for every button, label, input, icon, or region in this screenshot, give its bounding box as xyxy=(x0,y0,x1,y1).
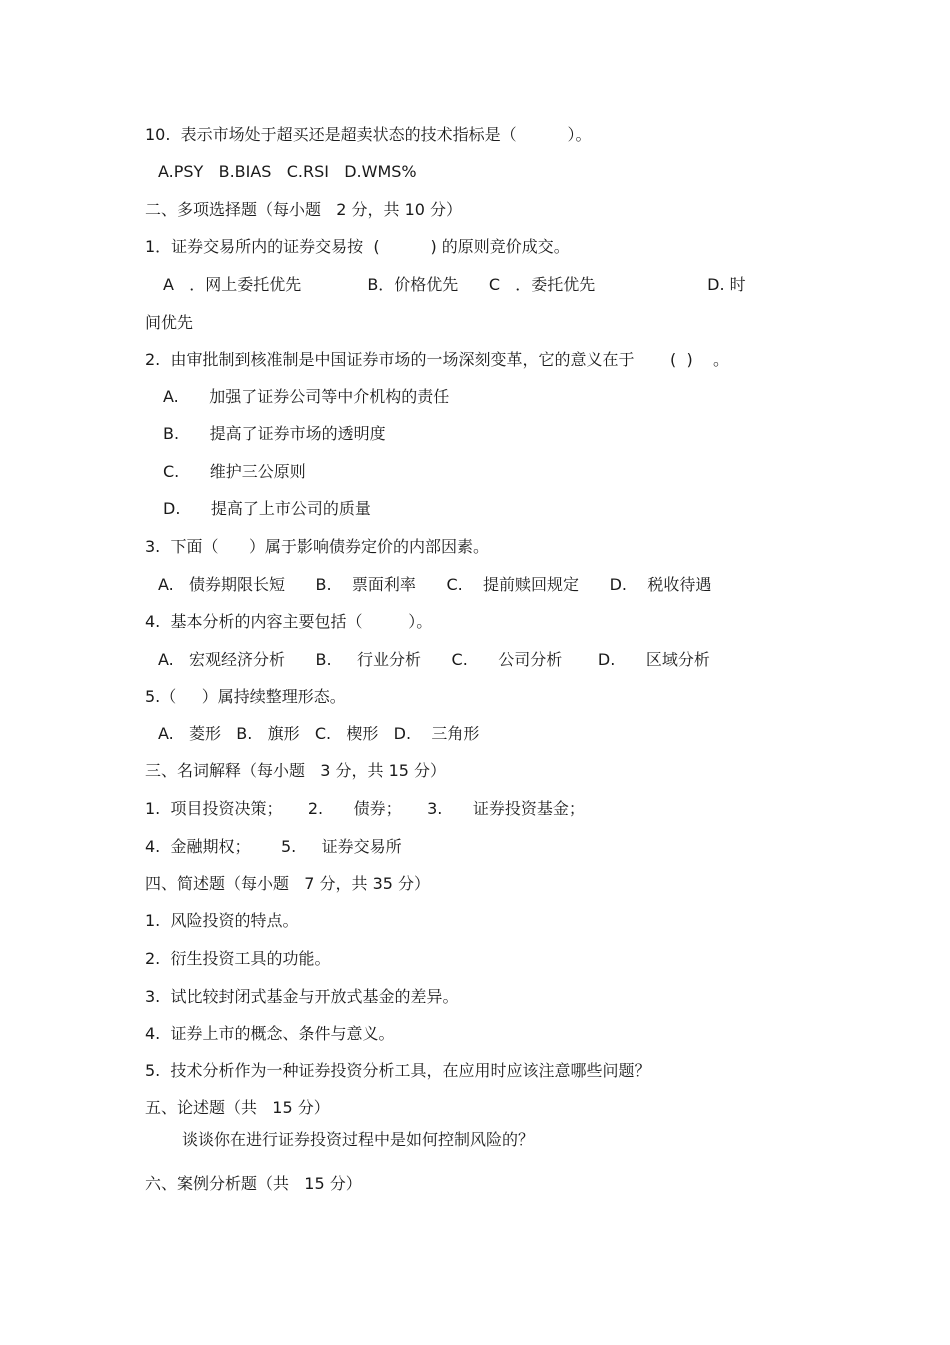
question-10-options: A.PSY B.BIAS C.RSI D.WMS% xyxy=(158,162,417,181)
mc-question-5-options: A. 菱形 B. 旗形 C. 楔形 D. 三角形 xyxy=(158,724,480,743)
short-answer-5: 5. 技术分析作为一种证券投资分析工具，在应用时应该注意哪些问题？ xyxy=(145,1061,651,1080)
mc-question-1-options: A ．网上委托优先 B．价格优先 C ．委托优先 D. 时 xyxy=(163,275,746,294)
short-answer-3: 3. 试比较封闭式基金与开放式基金的差异。 xyxy=(145,987,459,1006)
mc-question-1-options-cont: 间优先 xyxy=(145,313,194,332)
section-heading-terms: 三、名词解释（每小题 3 分，共 15 分） xyxy=(145,761,447,780)
mc-question-2-option-b: B. 提高了证券市场的透明度 xyxy=(163,424,386,443)
section-heading-essay: 五、论述题（共 15 分） xyxy=(145,1098,330,1117)
section-heading-case-analysis: 六、案例分析题（共 15 分） xyxy=(145,1174,362,1193)
terms-line-1: 1. 项目投资决策； 2. 债券； 3. 证券投资基金； xyxy=(145,799,585,818)
mc-question-2-option-d: D. 提高了上市公司的质量 xyxy=(163,499,371,518)
section-heading-short-answer: 四、简述题（每小题 7 分，共 35 分） xyxy=(145,874,431,893)
mc-question-2-option-c: C. 维护三公原则 xyxy=(163,462,306,481)
essay-question: 谈谈你在进行证券投资过程中是如何控制风险的？ xyxy=(182,1130,535,1149)
mc-question-2: 2. 由审批制到核准制是中国证券市场的一场深刻变革，它的意义在于 ( ) 。 xyxy=(145,350,730,369)
mc-question-2-option-a: A. 加强了证券公司等中介机构的责任 xyxy=(163,387,450,406)
section-heading-multiple-choice: 二、多项选择题（每小题 2 分，共 10 分） xyxy=(145,200,463,219)
mc-question-4-options: A. 宏观经济分析 B. 行业分析 C. 公司分析 D. 区域分析 xyxy=(158,650,710,669)
short-answer-1: 1. 风险投资的特点。 xyxy=(145,911,299,930)
question-10: 10. 表示市场处于超买还是超卖状态的技术指标是（ ）。 xyxy=(145,125,592,144)
terms-line-2: 4. 金融期权； 5. 证券交易所 xyxy=(145,837,402,856)
mc-question-3-options: A. 债券期限长短 B. 票面利率 C. 提前赎回规定 D. 税收待遇 xyxy=(158,575,712,594)
short-answer-2: 2. 衍生投资工具的功能。 xyxy=(145,949,331,968)
mc-question-4: 4. 基本分析的内容主要包括（ ）。 xyxy=(145,612,433,631)
mc-question-3: 3. 下面（ ）属于影响债券定价的内部因素。 xyxy=(145,537,489,556)
mc-question-5: 5.（ ）属持续整理形态。 xyxy=(145,687,346,706)
short-answer-4: 4. 证券上市的概念、条件与意义。 xyxy=(145,1024,395,1043)
mc-question-1: 1．证券交易所内的证券交易按 ( ) 的原则竞价成交。 xyxy=(145,237,570,256)
